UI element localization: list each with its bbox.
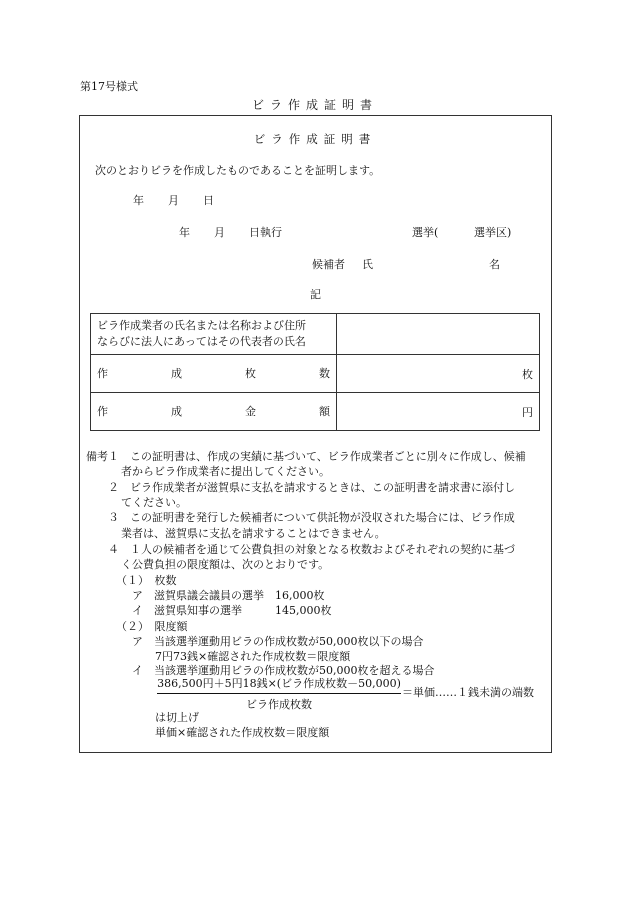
unit-price-fraction [157,675,401,712]
table-row [91,314,540,355]
amount-char: 額 [319,404,330,418]
note-4-line2: く公費負担の限度額は、次のとおりです。 [121,558,330,571]
amount-char: 成 [171,404,182,418]
details-table [90,313,540,431]
certification-statement: 次のとおりビラを作成したものであることを証明します。 [95,164,381,177]
table-row [91,393,540,431]
rounding-note: は切上げ [155,711,199,724]
note-4-line1: ４ １人の候補者を通じて公費負担の対象となる枚数およびそれぞれの契約に基づ [108,543,515,556]
table-row [91,355,540,393]
note-2-line1: ２ ビラ作成業者が滋賀県に支払を請求するときは、この証明書を請求書に添付し [108,481,515,494]
candidate-shi: 氏 [362,258,373,271]
exec-year: 年 [179,226,190,239]
amount-unit: 円 [337,393,540,431]
candidate-label: 候補者 [312,258,345,271]
quantity-char: 成 [171,366,182,380]
subsection-2-i-line1: イ 当該選挙運動用ビラの作成枚数が50,000枚を超える場合 [132,664,435,677]
fraction-rhs: ＝単価……１銭未満の端数 [402,686,534,699]
quantity-char: 作 [97,366,108,380]
note-1-line1: 備考１ この証明書は、作成の実績に基づいて、ビラ作成業者ごとに別々に作成し、候補 [86,450,526,463]
subsection-1: （１） 枚数 [116,574,177,587]
note-3-line1: ３ この証明書を発行した候補者について供託物が没収された場合には、ビラ作成 [108,511,515,524]
subsection-1-i: イ 滋賀県知事の選挙 145,000枚 [132,604,332,617]
subsection-2-a-line2: 7円73銭×確認された作成枚数＝限度額 [155,650,351,663]
quantity-char: 数 [319,366,330,380]
exec-day: 日執行 [249,226,282,239]
candidate-mei: 名 [489,258,500,271]
form-number: 第17号様式 [80,80,138,93]
vendor-label-line2: ならびに法人にあってはその代表者の氏名 [97,335,306,348]
vendor-label-line1: ビラ作成業者の氏名または名称および住所 [97,319,306,332]
election-label: 選挙( [412,226,439,239]
subsection-2-a-line1: ア 当該選挙運動用ビラの作成枚数が50,000枚以下の場合 [132,635,424,648]
amount-char: 金 [245,404,256,418]
date-month: 月 [168,194,179,207]
outer-title: ビラ作成証明書 [251,98,378,112]
quantity-label [91,355,337,393]
exec-month: 月 [214,226,225,239]
district-label: 選挙区) [474,226,512,239]
vendor-value [337,314,540,355]
vendor-label [91,314,337,355]
date-year: 年 [133,194,144,207]
subsection-2: （２） 限度額 [116,620,188,633]
quantity-unit: 枚 [337,355,540,393]
subsection-1-a: ア 滋賀県議会議員の選挙 16,000枚 [132,589,325,602]
amount-label [91,393,337,431]
note-1-line2: 者からビラ作成業者に提出してください。 [121,465,330,478]
inner-title: ビラ作成証明書 [253,132,377,146]
fraction-numerator: 386,500円＋5円18銭×(ビラ作成枚数－50,000) [157,675,401,694]
final-formula: 単価×確認された作成枚数＝限度額 [155,726,330,739]
ki-marker: 記 [310,288,321,301]
date-day: 日 [203,194,214,207]
note-2-line2: てください。 [121,496,187,509]
fraction-denominator: ビラ作成枚数 [246,698,312,711]
amount-char: 作 [97,404,108,418]
note-3-line2: 業者は、滋賀県に支払を請求することはできません。 [121,527,386,540]
quantity-char: 枚 [245,366,256,380]
